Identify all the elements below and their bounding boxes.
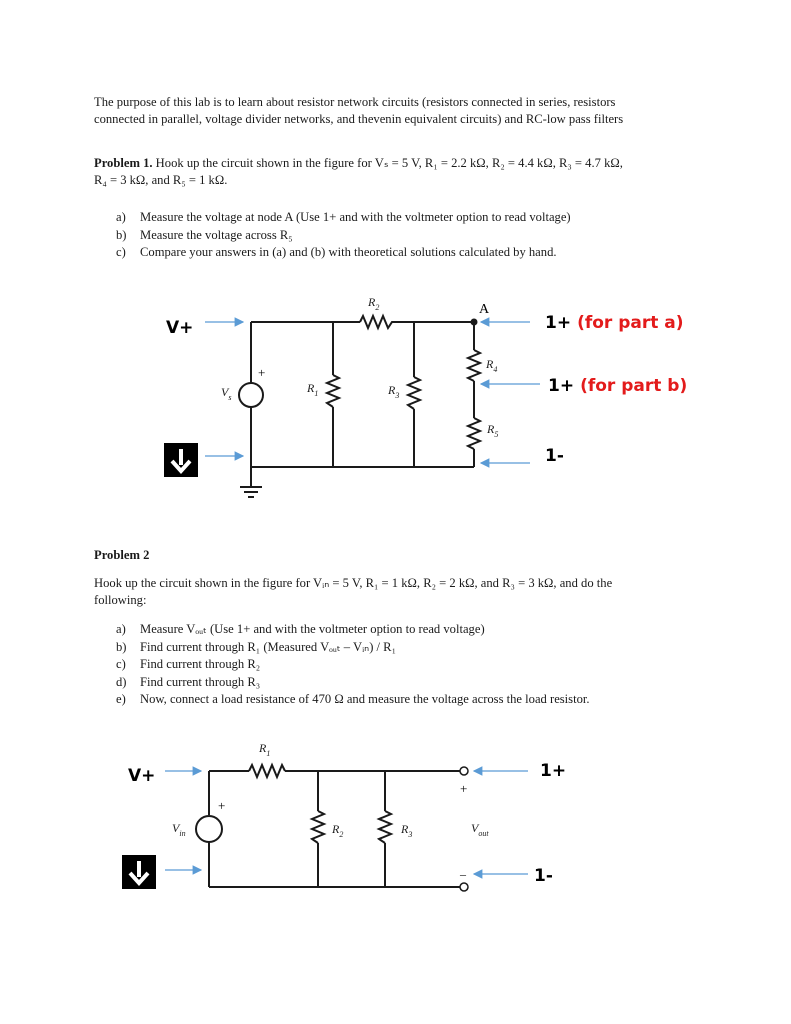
r2-label-2: $R_2$ [332,822,344,839]
vout-label: $V_{out}$ [471,821,489,838]
vs-plus-sign: + [258,365,266,380]
output-terminal-minus [460,883,468,891]
list-item: c) Find current through R₂ [116,657,261,672]
vin-label: $V_{in}$ [172,821,186,838]
problem2-task-list [116,621,716,709]
vout-minus-sign: – [460,867,466,881]
r1-label-2: $R_1$ [259,741,271,758]
list-item: c) Compare your answers in (a) and (b) with theoretical solutions calculated by hand. [116,245,557,260]
intro-paragraph [94,94,714,128]
list-item: a) Measure the voltage at node A (Use 1+ and with the voltmeter option to read voltage) [116,210,571,224]
vplus-label-1: V+ [166,318,194,338]
problem2-text-1: Hook up the circuit shown in the figure for Vᵢₙ = 5 V, R₁ = 1 kΩ, R₂ = 2 kΩ, and R₃ = 3 kΩ, and do the [94,576,613,590]
down-arrow-icon [122,855,156,889]
down-arrow-icon [164,443,198,477]
probe-plus-label-2: 1+ [540,761,567,781]
circuit-diagram-2 [0,730,791,910]
r3-label: $R_3$ [388,383,400,400]
probe-a-label: 1+ (for part a) [545,313,684,333]
r2-label: $R_2$ [368,295,380,312]
probe-minus-label-1: 1- [545,446,564,466]
node-a-label: A [479,302,490,317]
probe-b-label: 1+ (for part b) [548,376,688,396]
intro-line-2: connected in parallel, voltage divider networks, and thevenin equivalent circuits) and RC-low pass filters [94,112,624,126]
problem2-title: Problem 2 [94,548,150,562]
r1-label: $R_1$ [307,381,319,398]
vplus-label-2: V+ [128,766,156,786]
problem1-statement [94,155,714,189]
r3-label-2: $R_3$ [401,822,413,839]
problem2-text-2: following: [94,593,147,607]
intro-line-1: The purpose of this lab is to learn about resistor network circuits (resistors connected in series, resistors [94,95,616,109]
circuit1-wires [239,316,480,497]
problem1-task-list [116,209,716,262]
problem1-text-2: R₄ = 3 kΩ, and R₅ = 1 kΩ. [94,173,228,187]
list-item: b) Measure the voltage across R₅ [116,227,293,242]
circuit-diagram-1 [0,280,791,510]
list-item: d) Find current through R₃ [116,674,261,689]
node-a-dot [471,319,478,326]
list-item: b) Find current through R₁ (Measured Vₒᵤₜ – Vᵢₙ) / R₁ [116,639,396,654]
circuit2-wires [196,765,460,887]
r5-label: $R_5$ [487,422,499,439]
output-terminal-plus [460,767,468,775]
problem2-statement [94,575,714,609]
list-item: a) Measure Vₒᵤₜ (Use 1+ and with the voltmeter option to read voltage) [116,622,485,636]
r4-label: $R_4$ [486,357,498,374]
vout-plus-sign: + [460,781,468,796]
problem1-title: Problem 1. [94,156,153,170]
problem1-text-1: Hook up the circuit shown in the figure for Vₛ = 5 V, R₁ = 2.2 kΩ, R₂ = 4.4 kΩ, R₃ = 4.7 kΩ, [152,156,623,170]
list-item: e) Now, connect a load resistance of 470 Ω and measure the voltage across the load resistor. [116,692,590,707]
vs-label: $V_s$ [221,385,232,402]
probe-minus-label-2: 1- [534,866,553,886]
vin-plus-sign: + [218,798,226,813]
